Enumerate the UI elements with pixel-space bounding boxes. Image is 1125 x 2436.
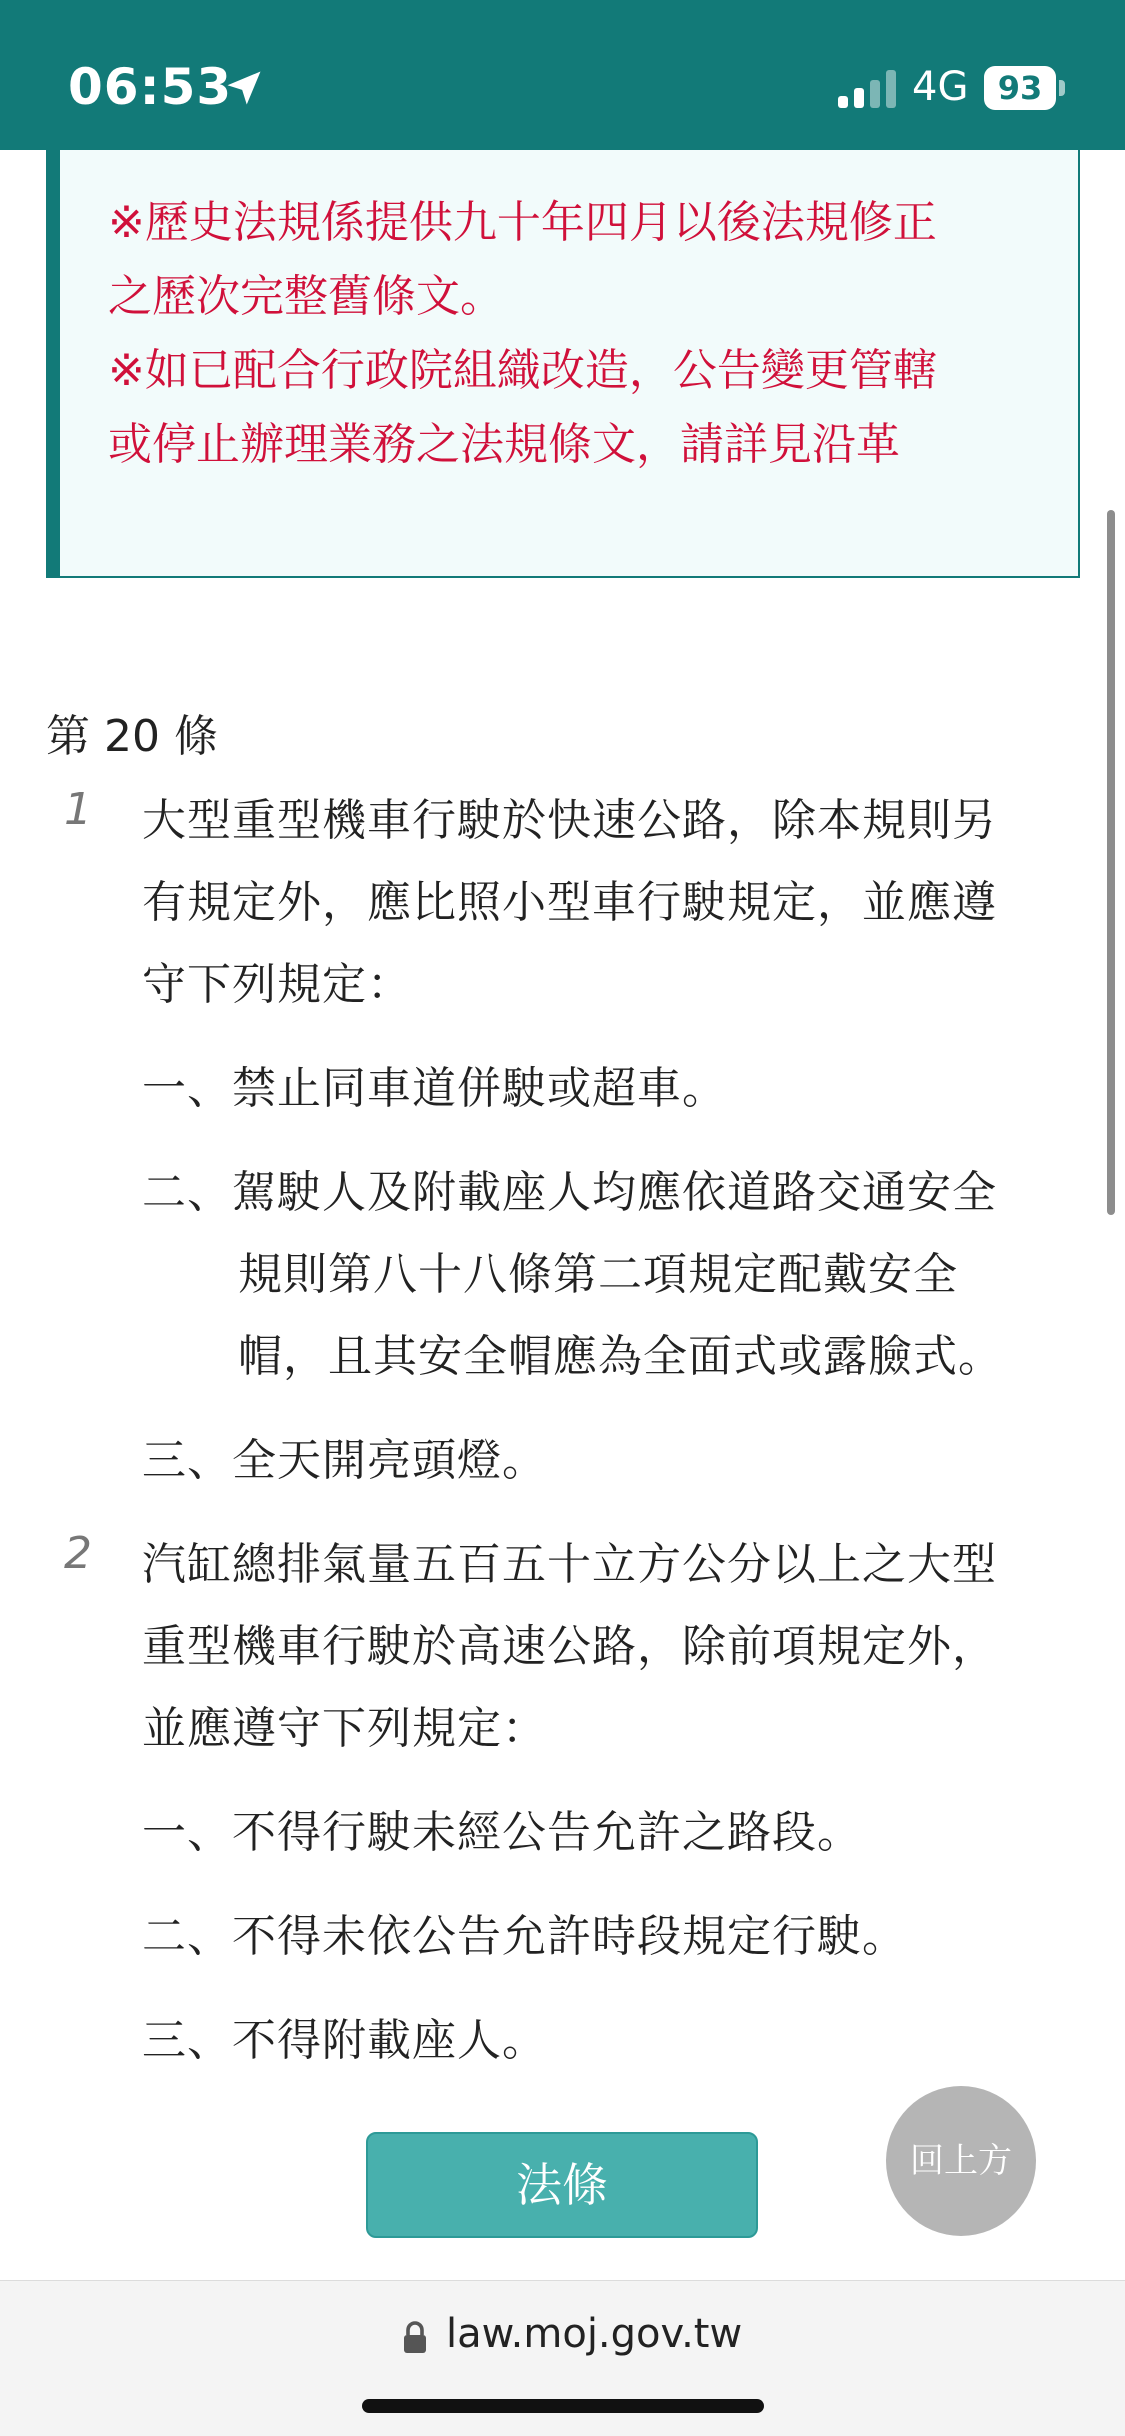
list-item-line: 二、不得未依公告允許時段規定行駛。 bbox=[142, 1911, 907, 1962]
address-bar[interactable] bbox=[0, 2280, 1125, 2436]
home-indicator bbox=[362, 2399, 764, 2413]
list-item-line: 帽，且其安全帽應為全面式或露臉式。 bbox=[238, 1331, 1003, 1382]
status-bar bbox=[0, 0, 1125, 150]
signal-icon bbox=[838, 70, 900, 108]
list-item-line: 一、禁止同車道併駛或超車。 bbox=[142, 1063, 727, 1114]
list-item-line: 三、不得附載座人。 bbox=[142, 2015, 547, 2066]
notice-line: ※如已配合行政院組織改造，公告變更管轄 bbox=[108, 345, 937, 396]
status-time: 06:53 bbox=[68, 58, 233, 116]
notice-line: ※歷史法規係提供九十年四月以後法規修正 bbox=[108, 197, 937, 248]
paragraph-text-line: 並應遵守下列規定： bbox=[142, 1703, 547, 1754]
back-to-top-button[interactable]: 回上方 bbox=[886, 2086, 1036, 2236]
battery-icon bbox=[984, 66, 1064, 110]
url-text[interactable]: law.moj.gov.tw bbox=[446, 2311, 743, 2357]
paragraph-number: 1 bbox=[64, 784, 92, 835]
scrollbar-thumb[interactable] bbox=[1107, 510, 1115, 1215]
lock-icon bbox=[402, 2319, 428, 2355]
battery-level: 93 bbox=[984, 66, 1056, 110]
location-arrow-icon bbox=[222, 66, 266, 110]
paragraph-text-line: 大型重型機車行駛於快速公路，除本規則另 bbox=[142, 795, 997, 846]
paragraph-text-line: 有規定外，應比照小型車行駛規定，並應遵 bbox=[142, 877, 997, 928]
notice-box bbox=[46, 150, 1080, 578]
battery-tip bbox=[1059, 80, 1065, 96]
paragraph-text-line: 守下列規定： bbox=[142, 959, 412, 1010]
paragraph-text-line: 汽缸總排氣量五百五十立方公分以上之大型 bbox=[142, 1539, 997, 1590]
notice-line: 或停止辦理業務之法規條文，請詳見沿革 bbox=[108, 419, 900, 470]
list-item-line: 二、駕駛人及附載座人均應依道路交通安全 bbox=[142, 1167, 997, 1218]
paragraph-text-line: 重型機車行駛於高速公路，除前項規定外， bbox=[142, 1621, 997, 1672]
law-articles-button[interactable]: 法條 bbox=[366, 2132, 758, 2238]
list-item-line: 規則第八十八條第二項規定配戴安全 bbox=[238, 1249, 958, 1300]
notice-line: 之歷次完整舊條文。 bbox=[108, 271, 504, 322]
list-item-line: 三、全天開亮頭燈。 bbox=[142, 1435, 547, 1486]
paragraph-number: 2 bbox=[64, 1528, 92, 1579]
network-label: 4G bbox=[912, 64, 969, 110]
article-title: 第 20 條 bbox=[46, 711, 218, 762]
list-item-line: 一、不得行駛未經公告允許之路段。 bbox=[142, 1807, 862, 1858]
